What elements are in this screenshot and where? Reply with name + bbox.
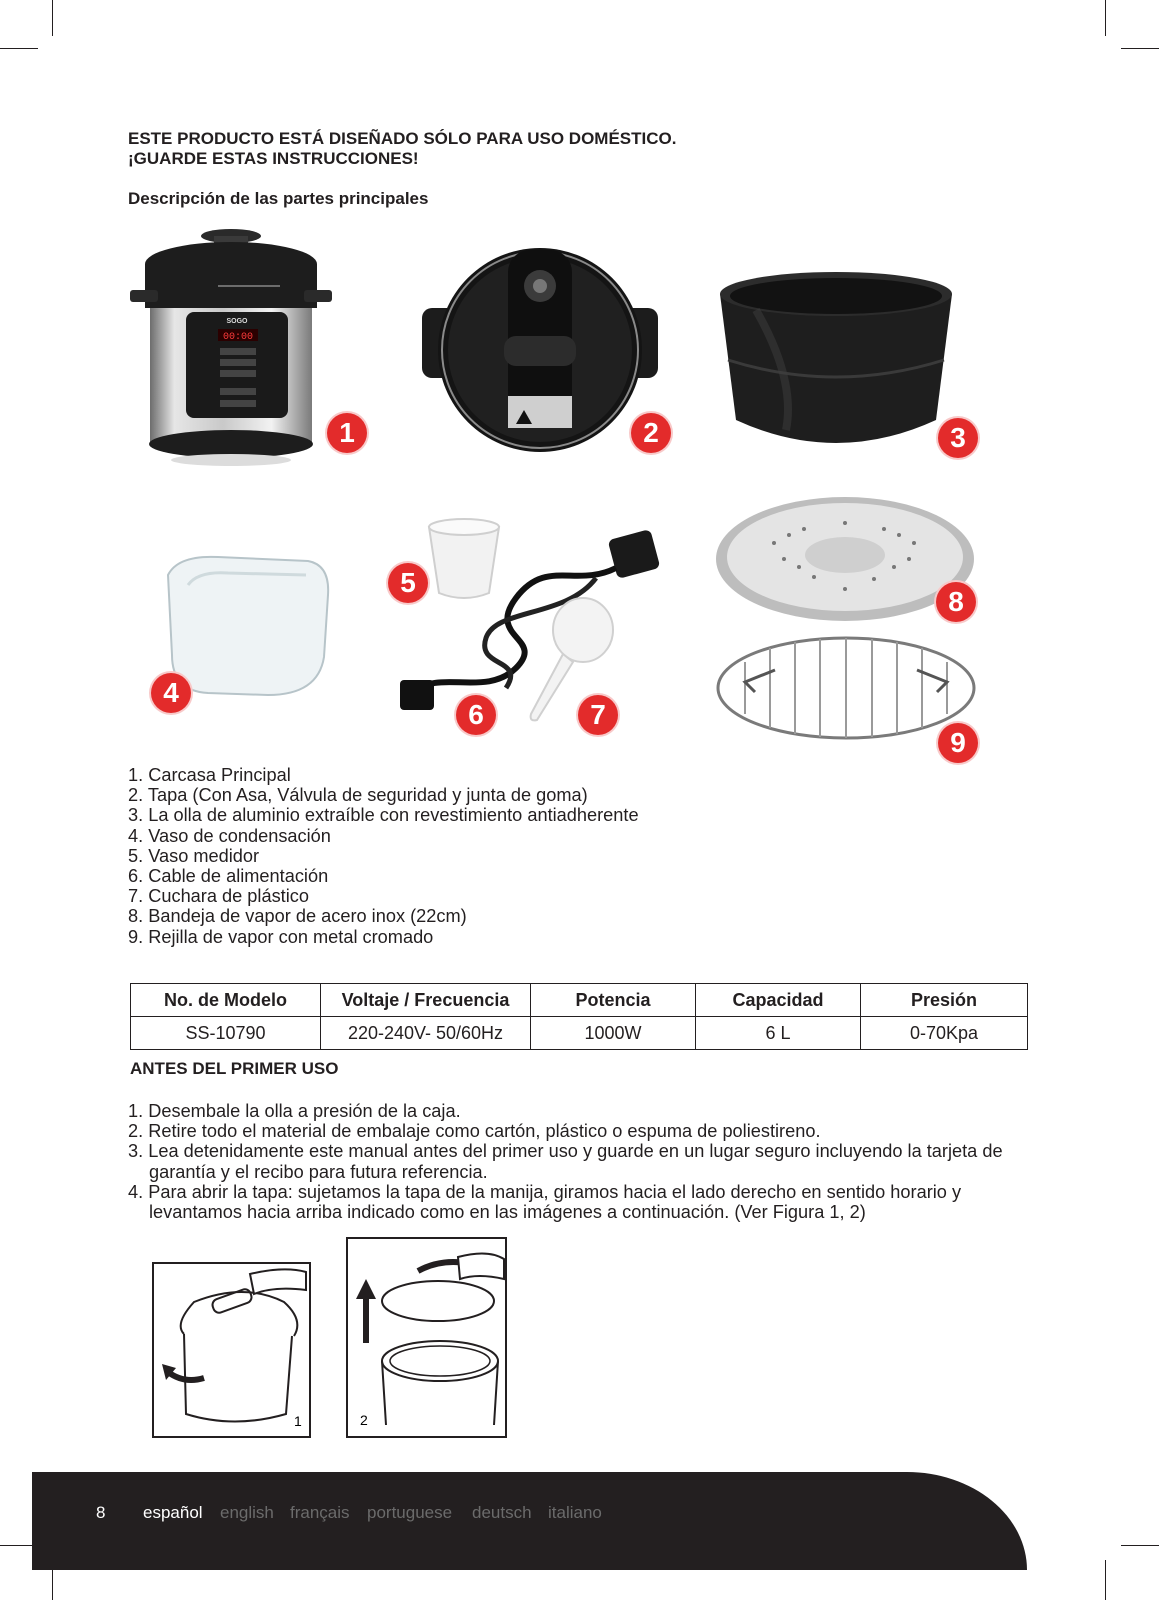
table-header-cell: Presión xyxy=(861,984,1028,1017)
inner-pot-photo xyxy=(716,270,956,456)
part-badge-5: 5 xyxy=(388,563,428,603)
list-item: 8. Bandeja de vapor de acero inox (22cm) xyxy=(128,906,467,927)
before-use-steps xyxy=(128,1101,1028,1222)
keep-instructions-notice: ¡GUARDE ESTAS INSTRUCCIONES! xyxy=(128,149,419,168)
table-header-cell: Voltaje / Frecuencia xyxy=(321,984,531,1017)
language-link-espanol[interactable]: español xyxy=(143,1503,203,1522)
parts-list xyxy=(128,765,639,947)
steam-rack-photo xyxy=(715,632,977,752)
list-item: 7. Cuchara de plástico xyxy=(128,886,309,907)
before-use-title: ANTES DEL PRIMER USO xyxy=(130,1059,339,1078)
brand-logo: SOGO xyxy=(226,318,248,325)
steam-tray-photo xyxy=(714,493,976,633)
table-cell: SS-10790 xyxy=(131,1017,321,1050)
list-item: 2. Tapa (Con Asa, Válvula de seguridad y junta de goma) xyxy=(128,785,588,806)
list-item: 4. Para abrir la tapa: sujetamos la tapa de la manija, giramos hacia el lado derecho en sentido horario y levantamos hacia arriba indicado como en las imágenes a continuación. (Ver Figura 1, 2) xyxy=(128,1181,962,1223)
crop-mark xyxy=(1121,48,1159,49)
figure-2 xyxy=(346,1237,507,1438)
list-item: 1. Desembale la olla a presión de la caja. xyxy=(128,1101,461,1121)
figure-1 xyxy=(152,1262,311,1438)
language-link-english[interactable]: english xyxy=(220,1503,274,1522)
list-item: 3. Lea detenidamente este manual antes del primer uso y guarde en un lugar seguro incluyendo la tarjeta de garantía y el recibo para futura referencia. xyxy=(128,1141,1003,1182)
table-cell: 0-70Kpa xyxy=(861,1017,1028,1050)
parts-section-title: Descripción de las partes principales xyxy=(128,189,429,208)
part-badge-1: 1 xyxy=(327,413,367,453)
list-item: 6. Cable de alimentación xyxy=(128,866,329,887)
page-number: 8 xyxy=(96,1503,106,1522)
table-header-cell: No. de Modelo xyxy=(131,984,321,1017)
part-badge-6: 6 xyxy=(456,695,496,735)
table-header-cell: Capacidad xyxy=(696,984,861,1017)
crop-mark xyxy=(0,48,38,49)
table-cell: 6 L xyxy=(696,1017,861,1050)
crop-mark xyxy=(1105,0,1106,36)
language-link-deutsch[interactable]: deutsch xyxy=(472,1503,532,1522)
spec-table xyxy=(130,983,1028,1050)
list-item: 3. La olla de aluminio extraíble con revestimiento antiadherente xyxy=(128,805,639,826)
table-cell: 1000W xyxy=(531,1017,696,1050)
lid-photo xyxy=(420,238,660,458)
display-readout: 00:00 xyxy=(222,332,254,343)
language-link-italiano[interactable]: italiano xyxy=(548,1503,602,1522)
crop-mark xyxy=(52,0,53,36)
part-badge-7: 7 xyxy=(578,695,618,735)
list-item: 1. Carcasa Principal xyxy=(128,765,291,785)
figure-number: 1 xyxy=(294,1413,302,1429)
list-item: 9. Rejilla de vapor con metal cromado xyxy=(128,926,434,947)
list-item: 4. Vaso de condensación xyxy=(128,825,331,846)
part-badge-8: 8 xyxy=(936,582,976,622)
main-body-photo xyxy=(128,228,334,468)
part-badge-9: 9 xyxy=(938,723,978,763)
table-header-cell: Potencia xyxy=(531,984,696,1017)
domestic-use-notice: ESTE PRODUCTO ESTÁ DISEÑADO SÓLO PARA USO DOMÉSTICO. xyxy=(128,129,677,148)
crop-mark xyxy=(1121,1545,1159,1546)
list-item: 5. Vaso medidor xyxy=(128,845,260,866)
table-header-row xyxy=(131,984,1028,1017)
list-item: 2. Retire todo el material de embalaje como cartón, plástico o espuma de poliestireno. xyxy=(128,1121,821,1142)
crop-mark xyxy=(1105,1560,1106,1600)
language-link-portuguese[interactable]: portuguese xyxy=(367,1503,453,1522)
part-badge-3: 3 xyxy=(938,418,978,458)
language-link-francais[interactable]: français xyxy=(290,1503,350,1522)
figure-number: 2 xyxy=(360,1412,368,1428)
table-cell: 220-240V- 50/60Hz xyxy=(321,1017,531,1050)
table-row xyxy=(131,1017,1028,1050)
part-badge-2: 2 xyxy=(631,413,671,453)
part-badge-4: 4 xyxy=(151,673,191,713)
